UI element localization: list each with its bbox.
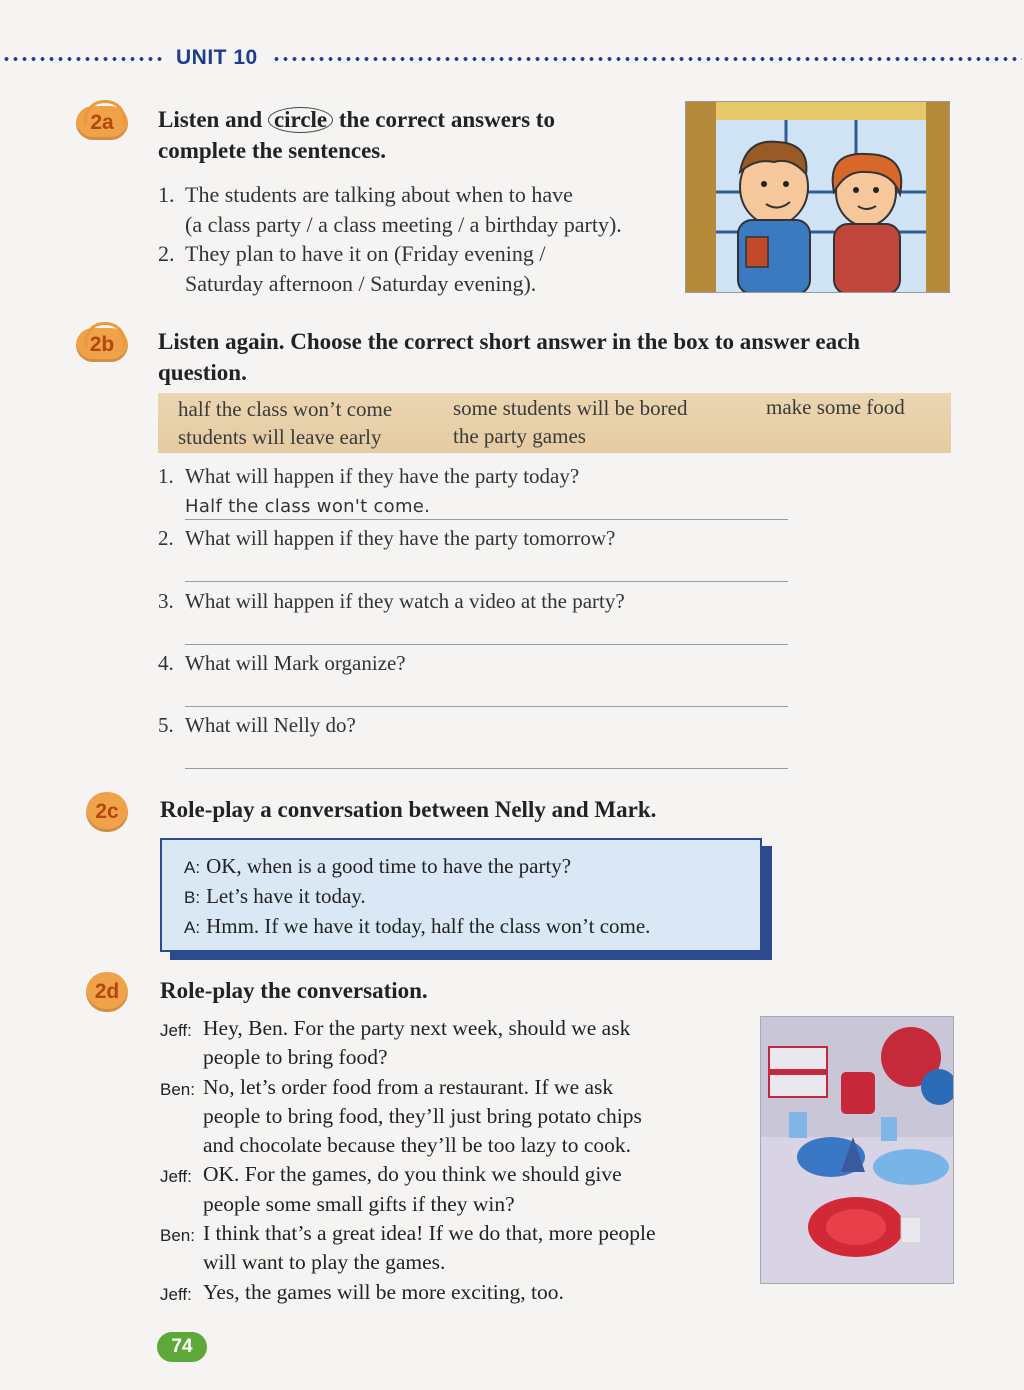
speaker-label: Ben: (160, 1079, 195, 1099)
page-number: 74 (157, 1332, 207, 1362)
speaker-label: A: (184, 858, 201, 877)
party-table-photo (760, 1016, 954, 1284)
unit-header (0, 44, 1024, 74)
dialogue-line (184, 852, 738, 882)
turn-text: people some small gifts if they win? (203, 1191, 515, 1216)
speaker-label: Jeff: (160, 1284, 192, 1304)
question-text: What will happen if they watch a video at the party? (185, 589, 625, 613)
section-badge-2c: 2c (86, 792, 128, 832)
dialogue-text: OK, when is a good time to have the party? (206, 854, 572, 878)
section-badge-2b: 2b (76, 328, 128, 362)
speaker-label: A: (184, 918, 201, 937)
written-answer: Half the class won't come. (185, 496, 431, 517)
answer-line (185, 519, 788, 520)
section-2c-heading: Role-play a conversation between Nelly and Mark. (160, 797, 657, 822)
question-number: 3. (158, 589, 174, 613)
section-badge-2a: 2a (76, 106, 128, 140)
question-number: 4. (158, 651, 174, 675)
item-text: Saturday afternoon / Saturday evening). (185, 270, 537, 296)
heading-text: Listen and (158, 107, 263, 132)
heading-text: the correct answers to (338, 107, 555, 132)
dialogue-line (184, 912, 738, 942)
dialogue-line (184, 882, 738, 912)
question (158, 589, 625, 614)
question-number: 1. (158, 464, 174, 488)
answer-line (185, 581, 788, 582)
conversation-turn (160, 1219, 740, 1278)
item-text: They plan to have it on (Friday evening / (185, 241, 546, 266)
dotted-rule-right (272, 57, 1022, 61)
students-illustration (685, 101, 950, 293)
speaker-label: Ben: (160, 1226, 195, 1246)
item-number: 1. (158, 182, 175, 207)
section-2a-heading (158, 104, 555, 166)
list-item (158, 180, 622, 239)
turn-text: people to bring food, they’ll just bring potato chips (203, 1103, 642, 1128)
item-text: (a class party / a class meeting / a birthday party). (185, 211, 622, 237)
heading-text: question. (158, 360, 247, 385)
turn-text: OK. For the games, do you think we should give (203, 1162, 622, 1187)
heading-text: complete the sentences. (158, 138, 387, 163)
answer-line (185, 706, 788, 707)
section-2d-heading: Role-play the conversation. (160, 978, 428, 1003)
speaker-label: Jeff: (160, 1167, 192, 1187)
answer-choice: the party games (453, 424, 586, 448)
dialogue-text: Hmm. If we have it today, half the class won’t come. (206, 914, 651, 938)
item-number: 2. (158, 241, 175, 266)
list-item (158, 239, 622, 298)
conversation-turn (160, 1014, 740, 1073)
conversation-turn (160, 1278, 740, 1309)
sample-dialogue-box (160, 838, 762, 952)
dialogue-text: Let’s have it today. (206, 884, 366, 908)
turn-text: No, let’s order food from a restaurant. If we ask (203, 1074, 614, 1099)
conversation (160, 1014, 740, 1309)
section-badge-2d: 2d (86, 972, 128, 1012)
question-number: 5. (158, 713, 174, 737)
answer-choice: half the class won’t come (178, 397, 393, 421)
conversation-turn (160, 1160, 740, 1219)
question-text: What will happen if they have the party tomorrow? (185, 526, 616, 550)
answer-choice: students will leave early (178, 425, 382, 449)
turn-text: I think that’s a great idea! If we do that, more people (203, 1221, 656, 1246)
question-text: What will Mark organize? (185, 651, 406, 675)
question-text: What will Nelly do? (185, 713, 356, 737)
answer-line (185, 644, 788, 645)
question-text: What will happen if they have the party today? (185, 464, 580, 488)
turn-text: will want to play the games. (203, 1250, 446, 1275)
question (158, 526, 615, 551)
turn-text: people to bring food? (203, 1045, 388, 1070)
turn-text: Yes, the games will be more exciting, too. (203, 1279, 564, 1304)
question-number: 2. (158, 526, 174, 550)
conversation-turn (160, 1073, 740, 1161)
turn-text: and chocolate because they’ll be too lazy to cook. (203, 1133, 632, 1158)
answer-choice: some students will be bored (453, 396, 688, 420)
section-2a-list (158, 180, 622, 298)
circled-word: circle (268, 107, 333, 133)
answer-line (185, 768, 788, 769)
turn-text: Hey, Ben. For the party next week, should we ask (203, 1016, 631, 1040)
unit-title: UNIT 10 (176, 46, 258, 69)
question (158, 713, 356, 738)
question (158, 651, 406, 676)
dotted-rule-left (2, 57, 162, 61)
answer-choices-box (158, 393, 951, 453)
answer-choice: make some food (766, 395, 905, 419)
item-text: The students are talking about when to have (185, 182, 573, 207)
speaker-label: B: (184, 888, 201, 907)
speaker-label: Jeff: (160, 1021, 192, 1040)
heading-text: Listen again. Choose the correct short answer in the box to answer each (158, 329, 861, 354)
section-2b-heading (158, 326, 860, 388)
question (158, 464, 579, 489)
